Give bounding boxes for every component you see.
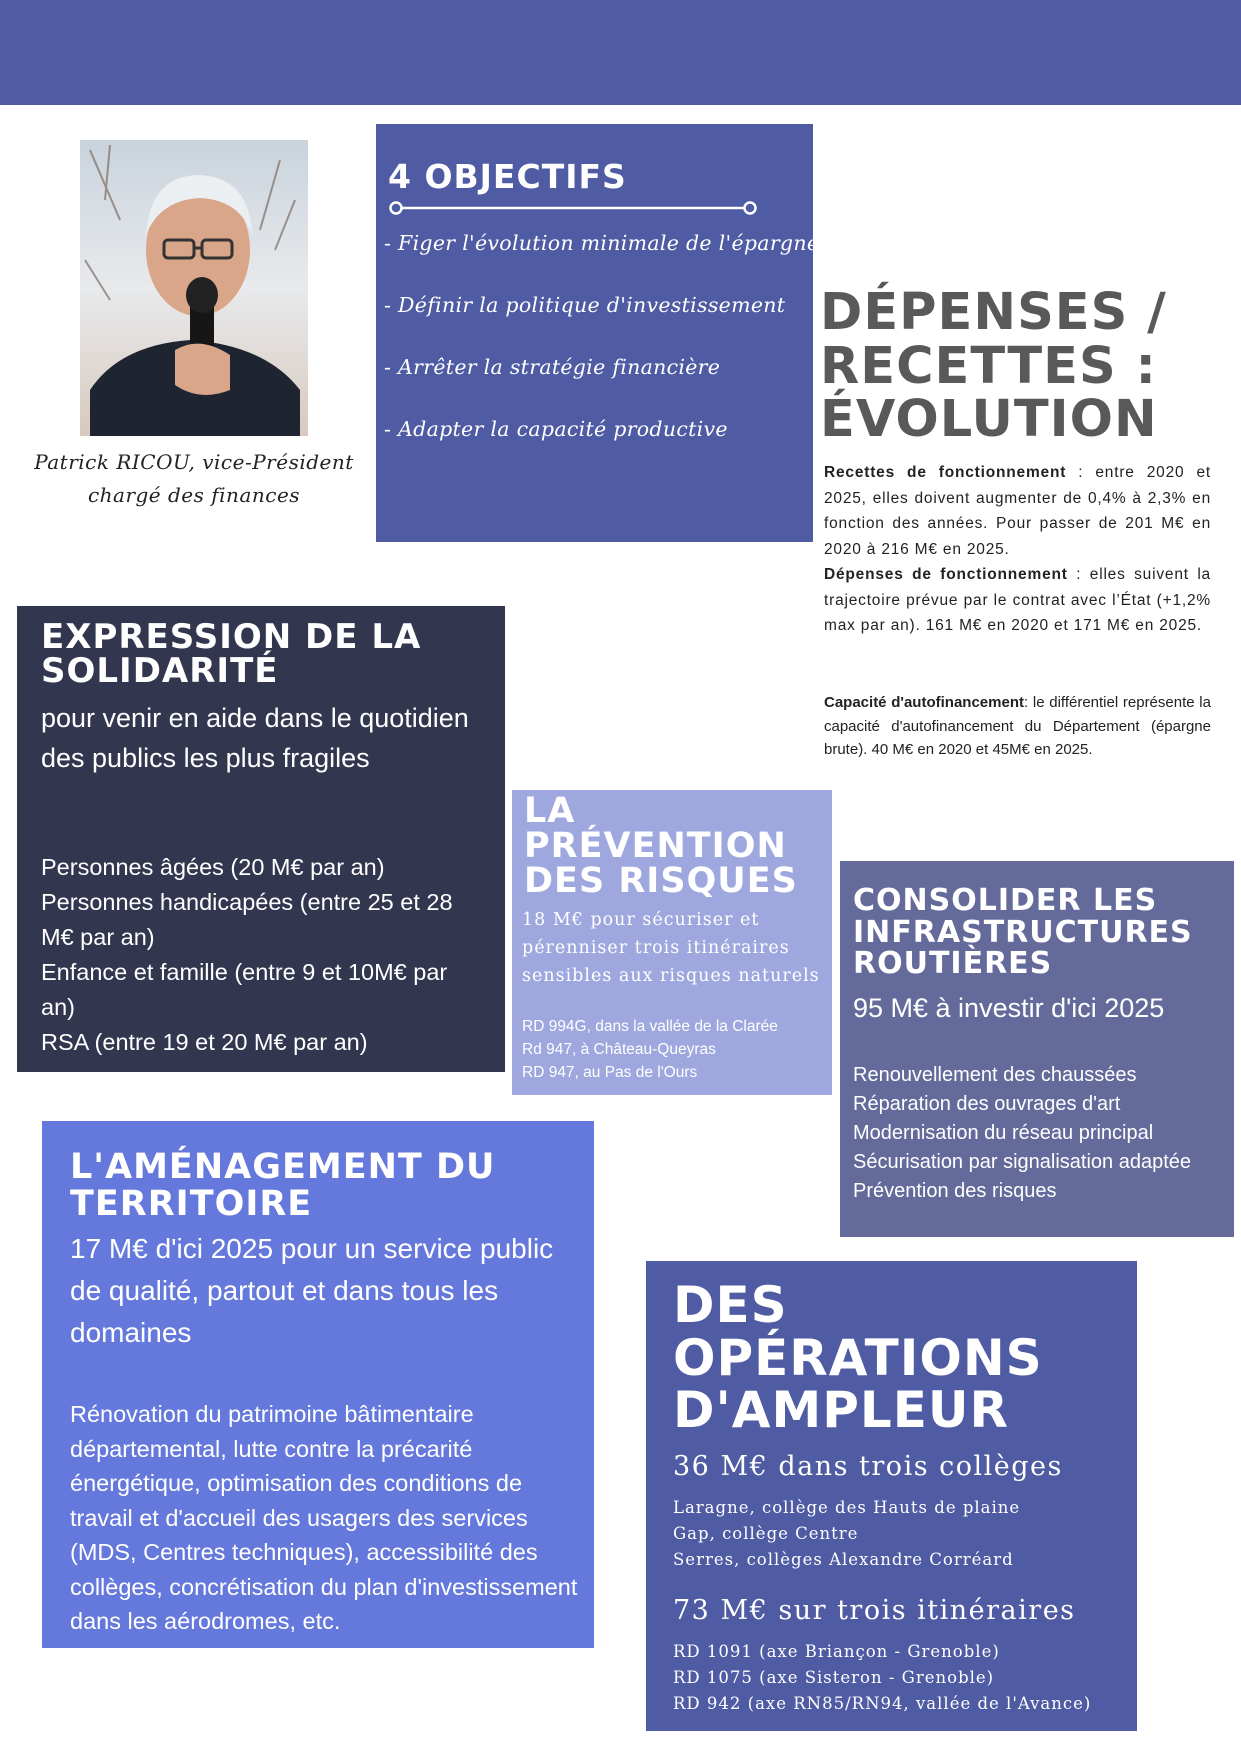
objectifs-title: 4 OBJECTIFS bbox=[388, 157, 627, 196]
list-item: Renouvellement des chaussées bbox=[853, 1064, 1137, 1086]
solidarite-title-line: SOLIDARITÉ bbox=[41, 651, 279, 691]
operations-title-line: DES bbox=[673, 1276, 788, 1334]
prevention-title-line: DES RISQUES bbox=[524, 861, 798, 901]
objectifs-panel bbox=[376, 124, 820, 542]
caf-text: : le différentiel représente la capacité d'autofinancement du Département (épargne brute). 40 M€ en 2020 et 45M€ en 2025. bbox=[824, 694, 1211, 758]
depenses-title-line: RECETTES : bbox=[820, 336, 1157, 396]
operations-title bbox=[673, 1276, 1043, 1439]
depenses-title-line: DÉPENSES / bbox=[820, 283, 1167, 342]
operations-panel bbox=[646, 1261, 1137, 1731]
list-item: RD 1075 (axe Sisteron - Grenoble) bbox=[673, 1668, 995, 1687]
list-item: Laragne, collège des Hauts de plaine bbox=[673, 1498, 1021, 1517]
prevention-subtitle: 18 M€ pour sécuriser et pérenniser trois itinéraires sensibles aux risques naturels bbox=[522, 910, 820, 986]
amenagement-subtitle: 17 M€ d'ici 2025 pour un service public de qualité, partout et dans tous les domaines bbox=[70, 1233, 554, 1348]
list-item: RD 942 (axe RN85/RN94, vallée de l'Avance) bbox=[673, 1694, 1092, 1713]
list-item: Gap, collège Centre bbox=[673, 1524, 859, 1543]
recettes-text: : entre 2020 et 2025, elles doivent augmenter de 0,4% à 2,3% en fonction des années. Pour passer de 201 M€ en 2020 à 216 M€ en 2025. bbox=[824, 464, 1211, 558]
infrastructures-subtitle: 95 M€ à investir d'ici 2025 bbox=[853, 993, 1165, 1023]
prevention-title bbox=[524, 791, 798, 901]
list-item: Serres, collèges Alexandre Corréard bbox=[673, 1550, 1014, 1569]
list-item: RD 994G, dans la vallée de la Clarée bbox=[522, 1018, 778, 1035]
depenses-paragraph-2 bbox=[824, 691, 1211, 762]
objectif-item: - Définir la politique d'investissement bbox=[384, 293, 786, 317]
prevention-title-line: LA bbox=[524, 791, 576, 831]
colleges-heading: 36 M€ dans trois collèges bbox=[673, 1451, 1063, 1482]
depenses-title bbox=[820, 283, 1220, 450]
depenses-paragraph-1 bbox=[824, 460, 1211, 639]
amenagement-title-line: TERRITOIRE bbox=[70, 1183, 313, 1224]
solidarite-subtitle: pour venir en aide dans le quotidien des publics les plus fragiles bbox=[41, 703, 469, 773]
infrastructures-list bbox=[853, 1061, 1229, 1206]
list-item: RD 947, au Pas de l'Ours bbox=[522, 1064, 698, 1081]
list-item: Réparation des ouvrages d'art bbox=[853, 1093, 1121, 1115]
solidarite-list bbox=[41, 850, 481, 1060]
depenses-label: Dépenses de fonctionnement bbox=[824, 566, 1068, 583]
solidarite-title-line: EXPRESSION DE LA bbox=[41, 617, 422, 657]
list-item: Personnes handicapées (entre 25 et 28 M€ par an) bbox=[41, 889, 453, 950]
itineraires-heading: 73 M€ sur trois itinéraires bbox=[673, 1595, 1076, 1626]
caf-label: Capacité d'autofinancement bbox=[824, 694, 1024, 711]
infrastructures-title-line: CONSOLIDER LES bbox=[853, 883, 1158, 918]
top-banner bbox=[0, 0, 1241, 105]
caption-line-2: chargé des finances bbox=[87, 483, 301, 507]
colleges-list bbox=[673, 1495, 1133, 1573]
portrait-illustration bbox=[80, 140, 308, 436]
recettes-label: Recettes de fonctionnement bbox=[824, 464, 1067, 481]
itineraires-list bbox=[673, 1639, 1133, 1717]
list-item: Personnes âgées (20 M€ par an) bbox=[41, 854, 385, 880]
infrastructures-panel bbox=[840, 861, 1234, 1237]
prevention-panel bbox=[512, 790, 832, 1095]
objectif-item: - Arrêter la stratégie financière bbox=[384, 355, 721, 379]
decorative-rule bbox=[388, 200, 758, 216]
objectif-item: - Adapter la capacité productive bbox=[384, 417, 728, 441]
caption-line-1: Patrick RICOU, vice-Président bbox=[34, 450, 354, 474]
depenses-text: : elles suivent la trajectoire prévue par le contrat avec l’État (+1,2% max par an). 161 M€ en 2020 et 171 M€ en 2025. bbox=[824, 566, 1211, 634]
portrait-caption bbox=[20, 446, 368, 512]
infrastructures-title bbox=[853, 885, 1193, 980]
objectif-item: - Figer l'évolution minimale de l'épargne bbox=[384, 231, 820, 255]
amenagement-title bbox=[70, 1149, 495, 1223]
prevention-title-line: PRÉVENTION bbox=[524, 826, 787, 866]
infrastructures-title-line: INFRASTRUCTURES bbox=[853, 914, 1193, 950]
prevention-list bbox=[522, 1015, 828, 1084]
list-item: Prévention des risques bbox=[853, 1180, 1057, 1202]
amenagement-panel bbox=[42, 1121, 594, 1648]
list-item: Rd 947, à Château-Queyras bbox=[522, 1041, 716, 1058]
operations-title-line: D'AMPLEUR bbox=[673, 1381, 1010, 1439]
solidarite-panel bbox=[17, 606, 505, 1072]
portrait-photo bbox=[80, 140, 308, 436]
amenagement-text: Rénovation du patrimoine bâtimentaire départemental, lutte contre la précarité énergétique, optimisation des conditions de travail et d'accueil des usagers des services (MDS, Centres techniques), accessibilité des collèges, concrétisation du plan d'investissement dans les aérodromes, etc. bbox=[70, 1401, 578, 1634]
list-item: RD 1091 (axe Briançon - Grenoble) bbox=[673, 1642, 1000, 1661]
depenses-title-line: ÉVOLUTION bbox=[820, 390, 1158, 450]
amenagement-title-line: L'AMÉNAGEMENT DU bbox=[70, 1147, 496, 1187]
list-item: Sécurisation par signalisation adaptée bbox=[853, 1151, 1191, 1173]
list-item: RSA (entre 19 et 20 M€ par an) bbox=[41, 1029, 368, 1055]
list-item: Modernisation du réseau principal bbox=[853, 1122, 1154, 1144]
list-item: Enfance et famille (entre 9 et 10M€ par an) bbox=[41, 959, 448, 1020]
infrastructures-title-line: ROUTIÈRES bbox=[853, 946, 1053, 981]
solidarite-title bbox=[41, 617, 422, 691]
operations-title-line: OPÉRATIONS bbox=[673, 1328, 1043, 1387]
